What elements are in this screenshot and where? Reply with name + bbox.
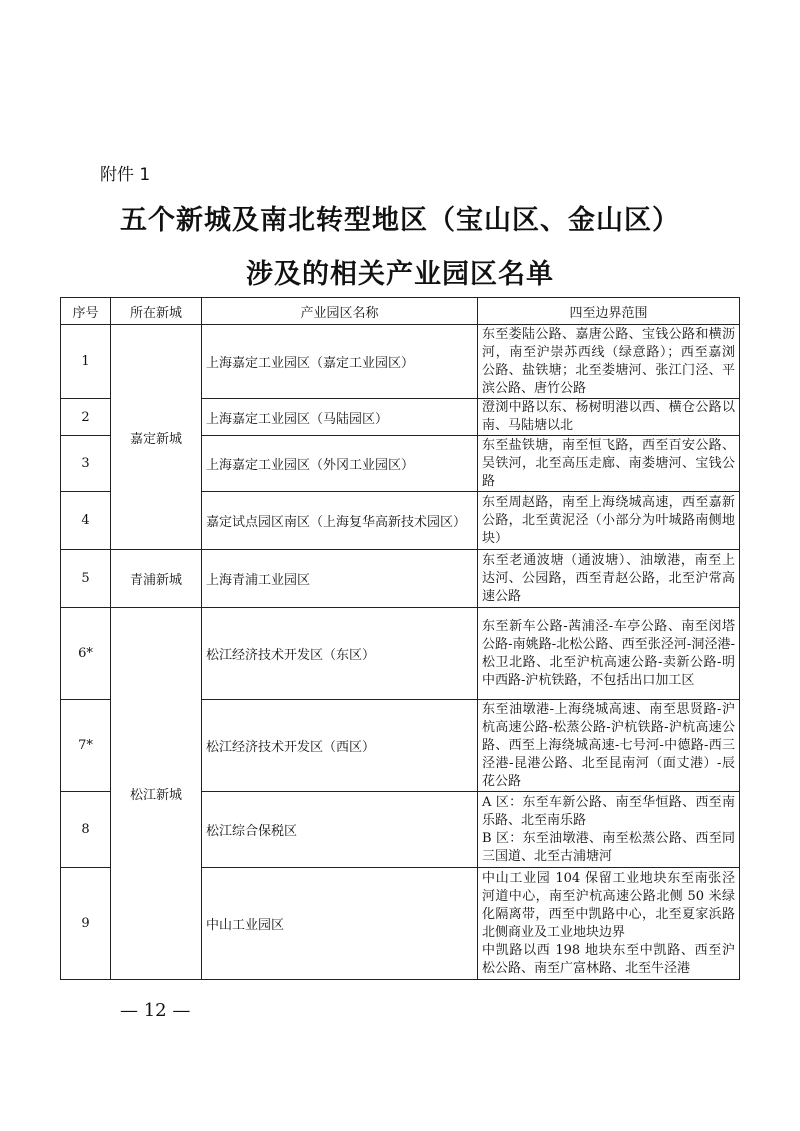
park-name: 中山工业园区 [202, 868, 478, 980]
bounds-text: 东至周赵路，南至上海绕城高速，西至嘉新公路，北至黄泥泾（小部分为叶城路南侧地块） [482, 494, 735, 546]
park-name: 上海青浦工业园区 [202, 550, 478, 608]
bounds-text: 东至老通波塘（通波塘）、油墩港，南至上达河、公园路，西至青赵公路，北至沪常高速公路 [482, 552, 735, 604]
table-row [61, 325, 740, 399]
park-name: 松江经济技术开发区（东区） [202, 608, 478, 700]
row-number: 6* [61, 608, 111, 700]
park-name: 嘉定试点园区南区（上海复华高新技术园区） [202, 492, 478, 550]
table-row [61, 608, 740, 700]
row-number: 5 [61, 550, 111, 608]
row-number: 2 [61, 399, 111, 436]
park-bounds [478, 792, 740, 868]
industrial-park-table [60, 297, 740, 980]
column-header-no: 序号 [61, 298, 111, 325]
city-cell: 嘉定新城 [111, 325, 202, 550]
park-name: 上海嘉定工业园区（外冈工业园区） [202, 436, 478, 492]
city-cell: 青浦新城 [111, 550, 202, 608]
bounds-text: 东至盐铁塘，南至恒飞路，西至百安公路、吴铁河，北至高压走廊、南娄塘河、宝钱公路 [482, 437, 735, 489]
bounds-text: 中凯路以西 198 地块东至中凯路、西至沪松公路、南至广富林路、北至牛泾港 [482, 942, 735, 976]
park-name: 松江经济技术开发区（西区） [202, 700, 478, 792]
column-header-bounds: 四至边界范围 [478, 298, 740, 325]
city-cell: 松江新城 [111, 608, 202, 980]
attachment-label: 附件 1 [100, 165, 151, 185]
document-title-line1: 五个新城及南北转型地区（宝山区、金山区） [120, 205, 680, 236]
park-bounds [478, 325, 740, 399]
bounds-text: 东至新车公路-茜浦泾-车亭公路、南至闵塔公路-南姚路-北松公路、西至张泾河-洞泾港-松卫北路、北至沪杭高速公路-卖新公路-明中西路-沪杭铁路，不包括出口加工区 [482, 618, 735, 688]
park-bounds [478, 700, 740, 792]
park-bounds [478, 436, 740, 492]
bounds-text: 东至娄陆公路、嘉唐公路、宝钱公路和横沥河，南至沪崇苏西线（绿意路）；西至嘉浏公路、盐铁塘；北至娄塘河、张江门泾、平滨公路、唐竹公路 [482, 326, 735, 396]
document-title-line2: 涉及的相关产业园区名单 [246, 259, 554, 290]
park-name: 上海嘉定工业园区（马陆园区） [202, 399, 478, 436]
park-name: 松江综合保税区 [202, 792, 478, 868]
park-bounds [478, 608, 740, 700]
row-number: 7* [61, 700, 111, 792]
table-row [61, 550, 740, 608]
row-number: 9 [61, 868, 111, 980]
bounds-text: 中山工业园 104 保留工业地块东至南张泾河道中心，南至沪杭高速公路北侧 50 米绿化隔离带，西至中凯路中心，北至夏家浜路北侧商业及工业地块边界 [482, 870, 735, 940]
bounds-text-zone-b: B 区：东至油墩港、南至松蒸公路、西至同三国道、北至古浦塘河 [482, 830, 735, 864]
bounds-text: 东至油墩港-上海绕城高速、南至思贤路-沪杭高速公路-松蒸公路-沪杭铁路-沪杭高速公路、西至上海绕城高速-七号河-中德路-西三泾港-昆港公路、北至昆南河（面丈港）-辰花公路 [482, 701, 735, 789]
column-header-park: 产业园区名称 [202, 298, 478, 325]
park-bounds [478, 492, 740, 550]
row-number: 4 [61, 492, 111, 550]
row-number: 8 [61, 792, 111, 868]
bounds-text: 澄浏中路以东、杨树明港以西、横仓公路以南、马陆塘以北 [482, 400, 735, 433]
park-bounds [478, 868, 740, 980]
park-bounds [478, 550, 740, 608]
table-header-row [61, 298, 740, 325]
page-number: — 12 — [120, 1000, 191, 1021]
park-name: 上海嘉定工业园区（嘉定工业园区） [202, 325, 478, 399]
bounds-text-zone-a: A 区：东至车新公路、南至华恒路、西至南乐路、北至南乐路 [482, 794, 735, 828]
column-header-city: 所在新城 [111, 298, 202, 325]
park-bounds [478, 399, 740, 436]
row-number: 3 [61, 436, 111, 492]
row-number: 1 [61, 325, 111, 399]
